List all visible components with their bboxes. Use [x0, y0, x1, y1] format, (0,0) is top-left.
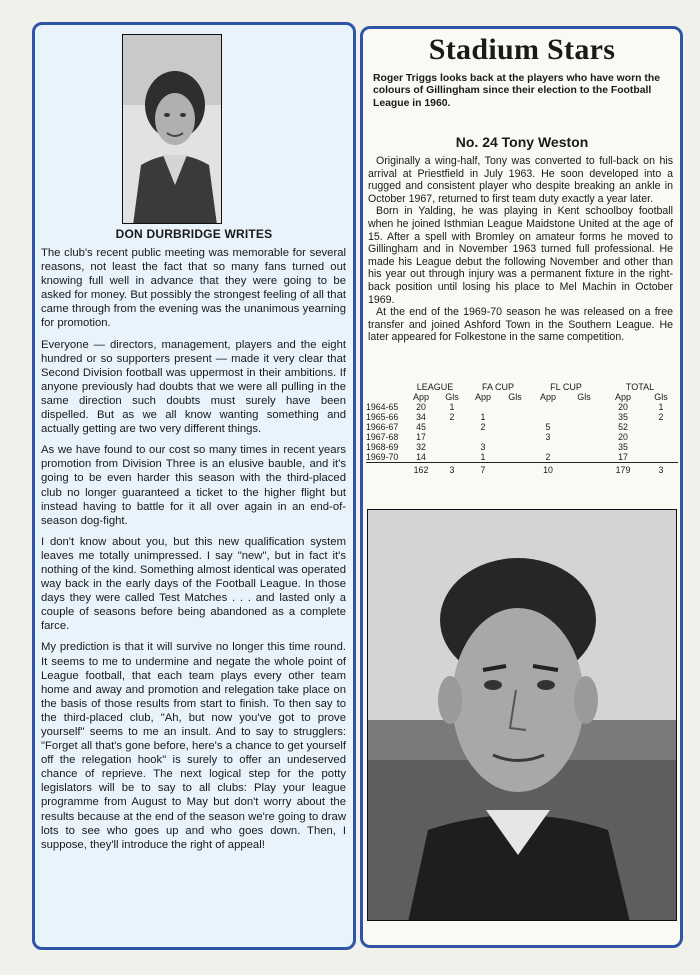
stats-row — [366, 432, 678, 442]
bio-paragraph: At the end of the 1969-70 season he was released on a free transfer and joined Ashford Town in the Southern League. He later appeared for Folkestone in the same competition. — [368, 306, 673, 344]
stats-cell — [644, 432, 678, 442]
stats-cell — [438, 422, 466, 432]
stats-cell: Gls — [508, 392, 522, 402]
stats-cell — [566, 432, 602, 442]
stats-row — [366, 422, 678, 432]
stats-cell: 17 — [618, 452, 628, 462]
stats-cell: App — [614, 392, 631, 402]
stats-row — [366, 412, 678, 422]
stats-cell: 3 — [545, 432, 551, 442]
stats-cell — [530, 442, 566, 452]
stats-cell: 2 — [658, 412, 664, 422]
stats-cell: 14 — [416, 452, 426, 462]
stats-cell — [366, 382, 404, 392]
stats-cell: 5 — [545, 422, 551, 432]
stats-cell — [566, 452, 602, 463]
stats-cell: 52 — [618, 422, 628, 432]
column-heading: DON DURBRIDGE WRITES — [115, 227, 273, 241]
stats-cell: FA CUP — [481, 382, 514, 392]
stats-cell: LEAGUE — [416, 382, 454, 392]
stats-cell: App — [539, 392, 556, 402]
columnist-photo-drawing — [123, 35, 222, 224]
stats-cell — [500, 442, 530, 452]
stats-cell: 1 — [480, 452, 486, 462]
column-paragraph: The club's recent public meeting was memorable for several reasons, not least the fact that so many fans turned out knowing full well in advance that they were going to be asked for money. But possibly the strongest feeling of all that came through from the evening was the unanimous yearning for promotion. — [41, 247, 346, 330]
stats-cell: 3 — [644, 463, 678, 476]
stats-cell — [644, 452, 678, 463]
section-intro: Roger Triggs looks back at the players who have worn the colours of Gillingham since their election to the Football League in 1960. — [373, 73, 660, 109]
stats-cell — [500, 463, 530, 476]
stats-cell: 32 — [416, 442, 426, 452]
stats-cell: 162 — [404, 463, 438, 476]
column-paragraph: I don't know about you, but this new qualification system leaves me totally unimpressed. I say "new", but in fact it's nothing of the kind. Something almost identical was operated way back in the early days of the Football League. In those days they were called Test Matches . . . and lasted only a couple of seasons before being abandoned as a complete farce. — [41, 535, 346, 633]
stats-cell — [566, 442, 602, 452]
bio-paragraph: Born in Yalding, he was playing in Kent schoolboy football when he joined Isthmian League Maidstone United at the age of 15. After a spell with Bromley on amateur forms he moved to Gillingham and in November 1963 turned full professional. He made his League debut the following November and other than his year out through injury was a permanent fixture in the right-back position until losing his place to Mel Machin in October 1969. — [368, 205, 673, 306]
stats-cell — [366, 463, 404, 476]
stats-cell: 3 — [438, 463, 466, 476]
stats-cell — [644, 422, 678, 432]
stats-cell — [500, 432, 530, 442]
stats-cell: 1 — [658, 402, 664, 412]
player-biography — [368, 155, 673, 344]
stats-cell — [566, 422, 602, 432]
stats-cell: 20 — [618, 432, 628, 442]
stats-cell: 2 — [545, 452, 551, 462]
stats-cell — [566, 412, 602, 422]
stats-cell: Gls — [654, 392, 668, 402]
column-paragraph: My prediction is that it will survive no longer this time round. It seems to me to undermine and negate the whole point of League football, that each team plays every other team home and away and promotion and relegation take place on the basis of those results from start to finish. To then say to the third-placed club, "Ah, but now you've got to prove yourself" seems to me an insult. And to say to strugglers: "Forget all that's gone before, here's a chance to get yourself off the relegation hook" is surely to offer an undeserved chance of reprieve. The next logical step for the potty legislators will be to say to all clubs: Play your league programme from August to May but don't worry about the results because at the end of the season we're going to draw lots to see who goes up and who goes down. Then, I suppose, they'll introduce the right of appeal! — [41, 641, 346, 851]
player-photo — [367, 509, 677, 921]
stats-cell: 45 — [416, 422, 426, 432]
stats-cell: Gls — [577, 392, 591, 402]
stats-cell: 3 — [480, 442, 486, 452]
stats-cell: App — [412, 392, 429, 402]
stats-cell: App — [474, 392, 491, 402]
stats-cell — [366, 392, 404, 402]
stats-cell: 35 — [618, 412, 628, 422]
section-title: Stadium Stars — [428, 33, 616, 66]
stats-row — [366, 402, 678, 412]
stats-cell — [466, 402, 500, 412]
stats-cell — [466, 432, 500, 442]
stats-cell — [438, 452, 466, 463]
stats-cell — [644, 442, 678, 452]
stats-cell: 2 — [449, 412, 455, 422]
career-stats-table — [366, 382, 678, 475]
stats-cell: 7 — [466, 463, 500, 476]
stats-cell — [530, 412, 566, 422]
stats-cell — [566, 463, 602, 476]
stats-cell: 1965-66 — [366, 412, 399, 422]
stats-cell: 1 — [449, 402, 455, 412]
stats-cell: TOTAL — [625, 382, 655, 392]
stats-cell: 17 — [416, 432, 426, 442]
player-photo-drawing — [368, 510, 677, 921]
stats-row — [366, 442, 678, 452]
column-paragraph: Everyone — directors, management, players and the eight hundred or so supporters present — made it very clear that Second Division football was uppermost in their ambitions. If anyone previously had doubts that we were all pulling in the same direction such doubts must surely have been dispelled. But as we all know wanting something and actually getting are two very different things. — [41, 338, 346, 436]
stats-cell — [438, 442, 466, 452]
stats-cell: 20 — [618, 402, 628, 412]
bio-paragraph: Originally a wing-half, Tony was converted to full-back on his arrival at Priestfield in July 1963. He soon developed into a rugged and consistent player who despite breaking an ankle in October 1967, returned to first team duty exactly a year later. — [368, 155, 673, 205]
column-body — [41, 246, 346, 859]
stats-group-header — [366, 382, 678, 392]
stats-totals-row — [366, 463, 678, 476]
stats-cell — [438, 432, 466, 442]
stats-cell — [500, 402, 530, 412]
stats-cell: 2 — [480, 422, 486, 432]
stats-subheader — [366, 392, 678, 402]
stats-cell: 20 — [416, 402, 426, 412]
stats-cell — [566, 402, 602, 412]
stats-cell — [500, 412, 530, 422]
player-heading: No. 24 Tony Weston — [455, 134, 589, 150]
stats-cell: 1 — [480, 412, 486, 422]
stats-cell: 1969-70 — [366, 452, 399, 462]
stats-row — [366, 452, 678, 463]
stats-cell: 34 — [416, 412, 426, 422]
stats-cell: FL CUP — [550, 382, 582, 392]
stats-cell: 1966-67 — [366, 422, 399, 432]
stats-cell: 10 — [530, 463, 566, 476]
stats-cell — [500, 452, 530, 463]
stats-cell — [500, 422, 530, 432]
stats-cell: 1964-65 — [366, 402, 399, 412]
stats-cell: 1967-68 — [366, 432, 399, 442]
stats-cell: 179 — [602, 463, 644, 476]
stats-cell: 1968-69 — [366, 442, 399, 452]
stats-cell — [530, 402, 566, 412]
stats-cell: Gls — [445, 392, 459, 402]
stats-cell: 35 — [618, 442, 628, 452]
columnist-photo — [122, 34, 222, 224]
column-paragraph: As we have found to our cost so many times in recent years promotion from Division Three is an elusive bauble, and it's going to be even harder this season with the third-placed club no longer guaranteed a ticket to the higher flight but instead having to battle for it all over again in an end-of-season dog-fight. — [41, 444, 346, 527]
